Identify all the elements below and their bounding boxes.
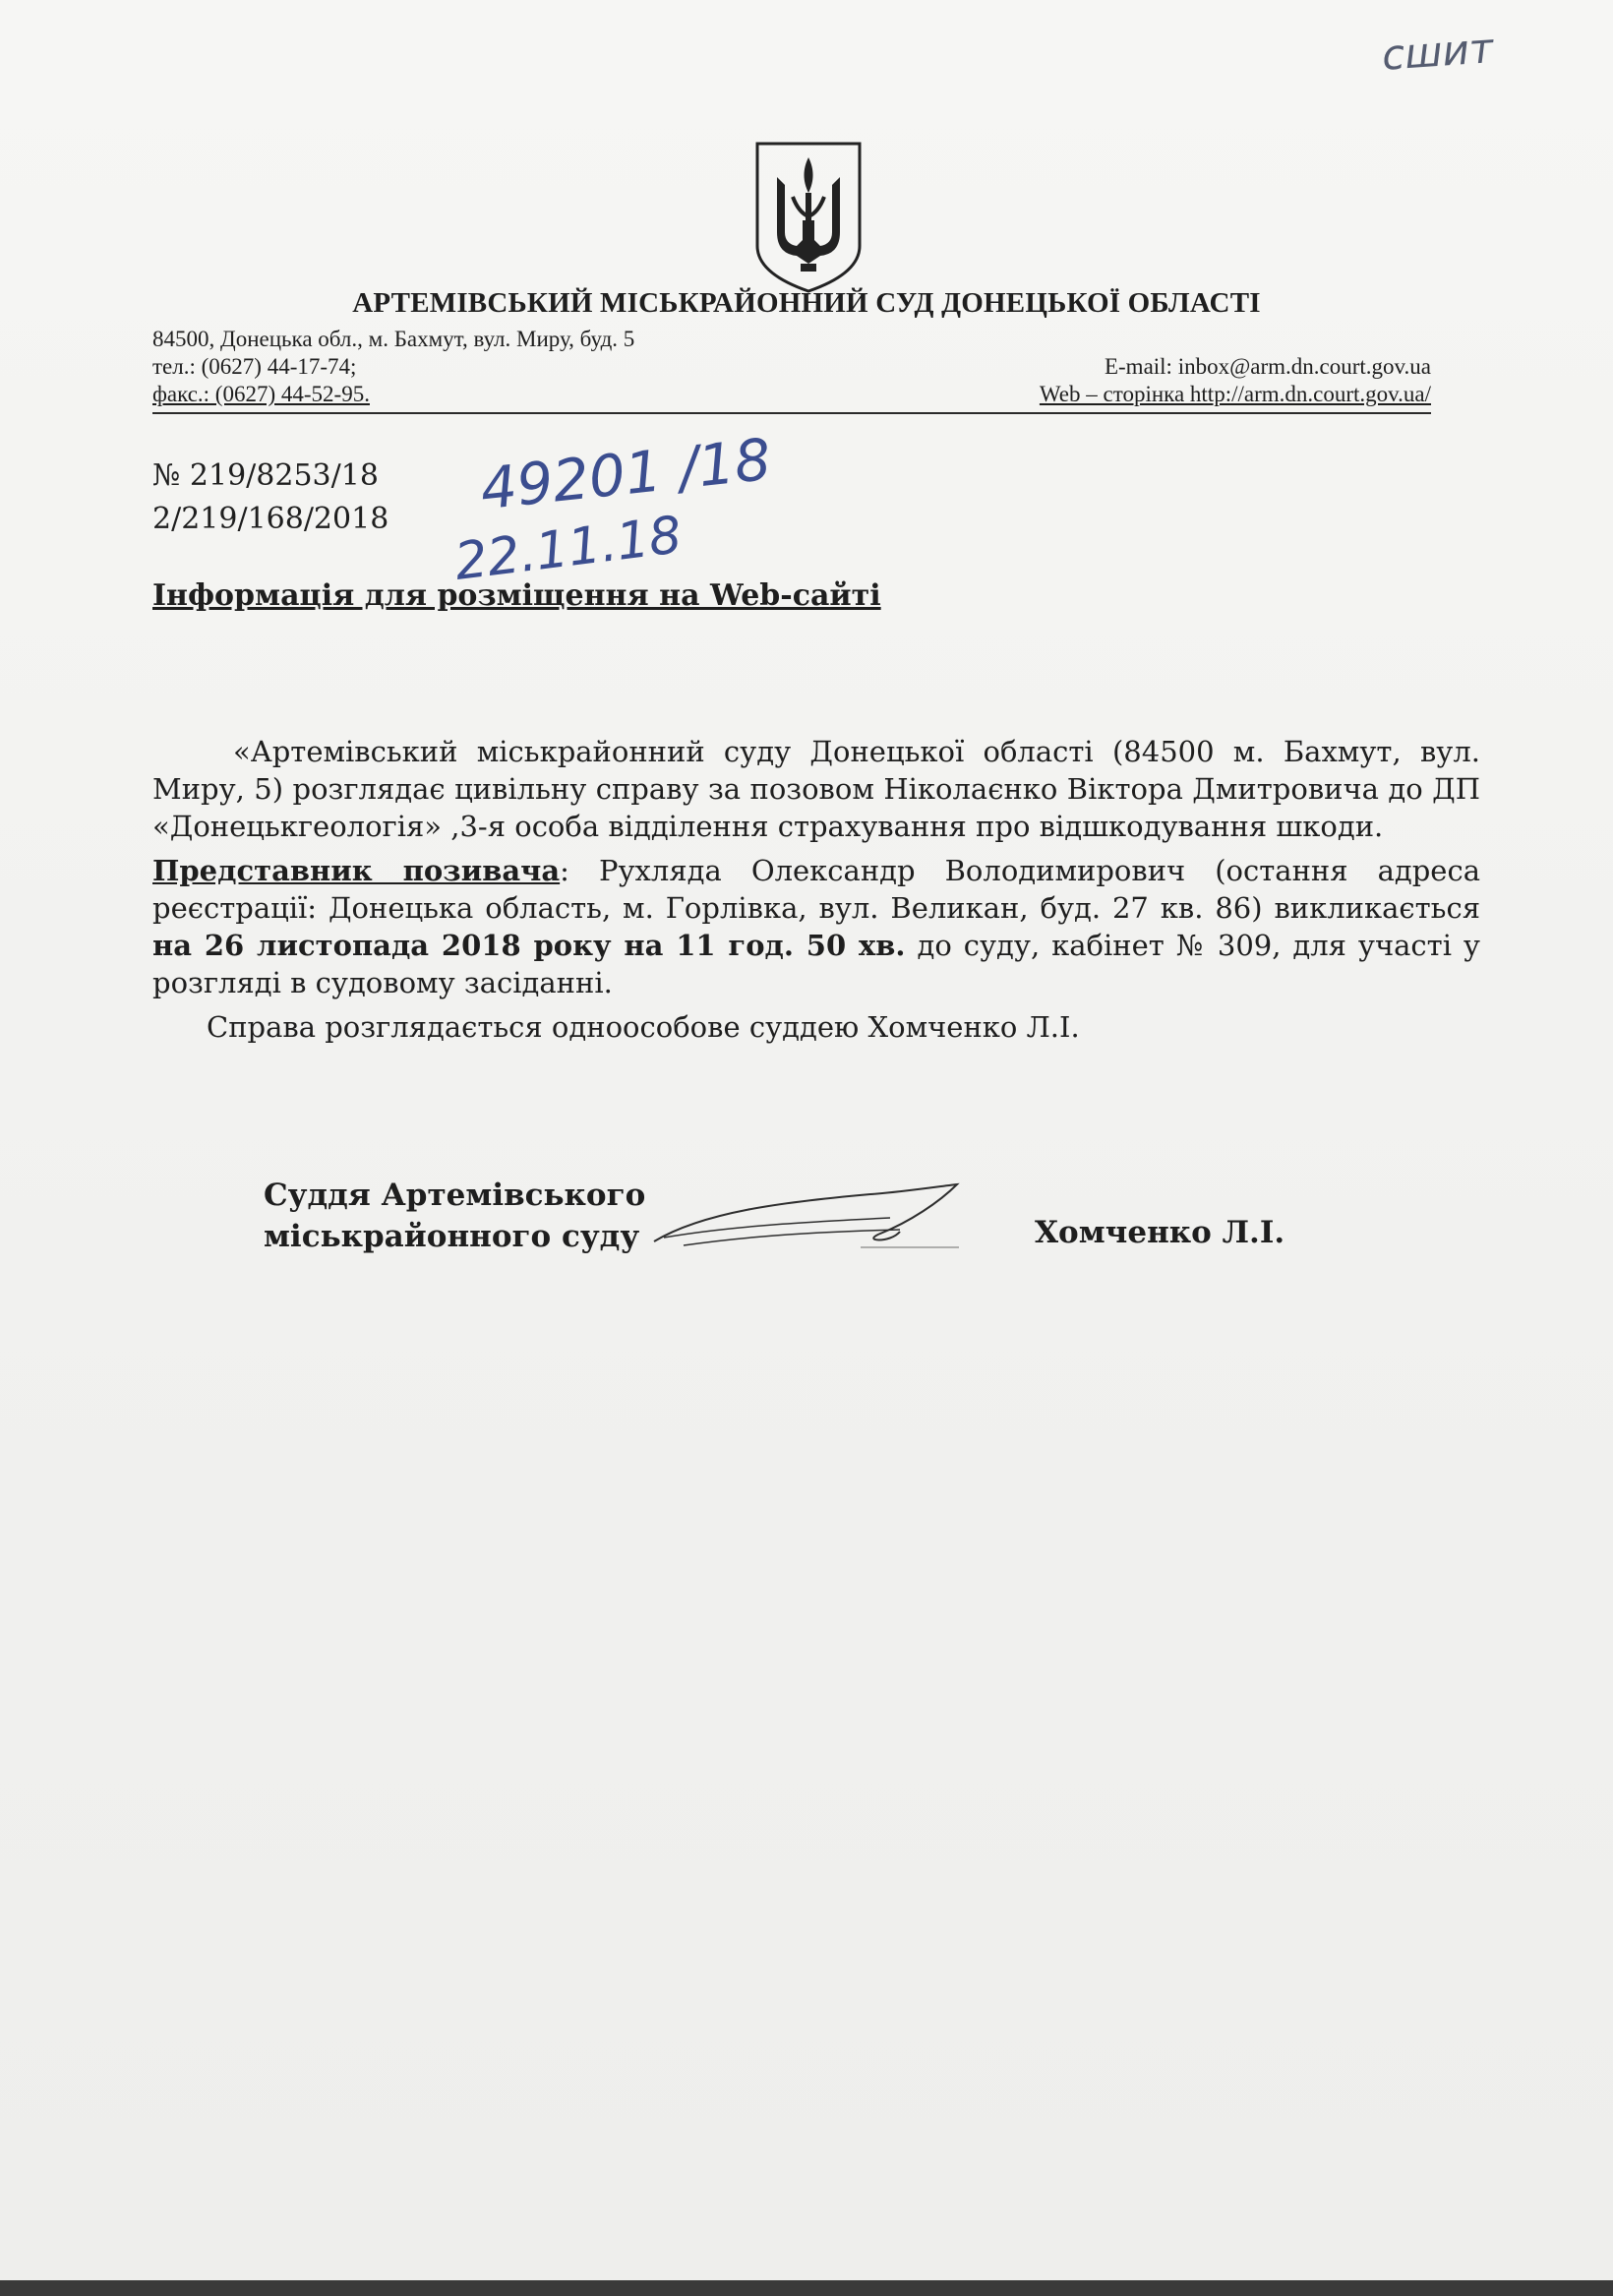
court-phone: тел.: (0627) 44-17-74;: [152, 354, 357, 379]
info-heading: Інформація для розміщення на Web-сайті: [152, 578, 881, 613]
representative-label: Представник позивача: [152, 854, 561, 887]
signature-title-line1: Суддя Артемівського: [264, 1178, 646, 1213]
case-description-paragraph: «Артемівський міськрайонний суду Донецької області (84500 м. Бахмут, вул. Миру, 5) розглядає цивільну справу за позовом Ніколаєнко Віктора Дмитровича до ДП «Донецькгеологія» ,3-я особа відділення страхування про відшкодування шкоди.: [152, 735, 1480, 843]
summons-text-a: : Рухляда Олександр Володимирович (остання адреса реєстрації: Донецька область, м. Горлівка, вул. Великан, буд. 27 кв. 86) викликається: [152, 854, 1480, 925]
summons-text-b: до суду, кабінет № 309, для участі у розгляді в судовому засіданні.: [152, 929, 1480, 999]
court-email: E-mail: inbox@arm.dn.court.gov.ua: [1104, 354, 1431, 379]
header-divider: [152, 412, 1431, 414]
handwritten-signature: [644, 1173, 969, 1261]
judge-name: Хомченко Л.І.: [1035, 1215, 1285, 1250]
judge-paragraph: Справа розглядається одноособове суддею Хомченко Л.І.: [207, 1010, 1080, 1044]
court-website: Web – сторінка http://arm.dn.court.gov.ua/: [1039, 382, 1431, 406]
court-address: 84500, Донецька обл., м. Бахмут, вул. Миру, буд. 5: [152, 327, 635, 351]
court-fax: факс.: (0627) 44-52-95.: [152, 382, 370, 406]
handwritten-date: 22.11.18: [451, 506, 686, 592]
signature-title-line2: міськрайонного суду: [264, 1219, 640, 1254]
case-number: № 219/8253/18: [152, 458, 379, 493]
signature-title: [264, 1175, 645, 1257]
handwritten-registration-number: 49201 /18: [477, 425, 775, 523]
proceeding-number: 2/219/168/2018: [152, 502, 389, 536]
summons-paragraph: [152, 852, 1480, 1001]
court-name: АРТЕМІВСЬКИЙ МІСЬКРАЙОННИЙ СУД ДОНЕЦЬКОЇ ОБЛАСТІ: [352, 287, 1261, 319]
hearing-time: на 26 листопада 2018 року на 11 год. 50 хв.: [152, 929, 906, 962]
scan-bottom-edge: [0, 2280, 1613, 2296]
corner-handwritten-note: сшит: [1380, 24, 1495, 80]
trident-emblem-icon: [749, 138, 867, 295]
